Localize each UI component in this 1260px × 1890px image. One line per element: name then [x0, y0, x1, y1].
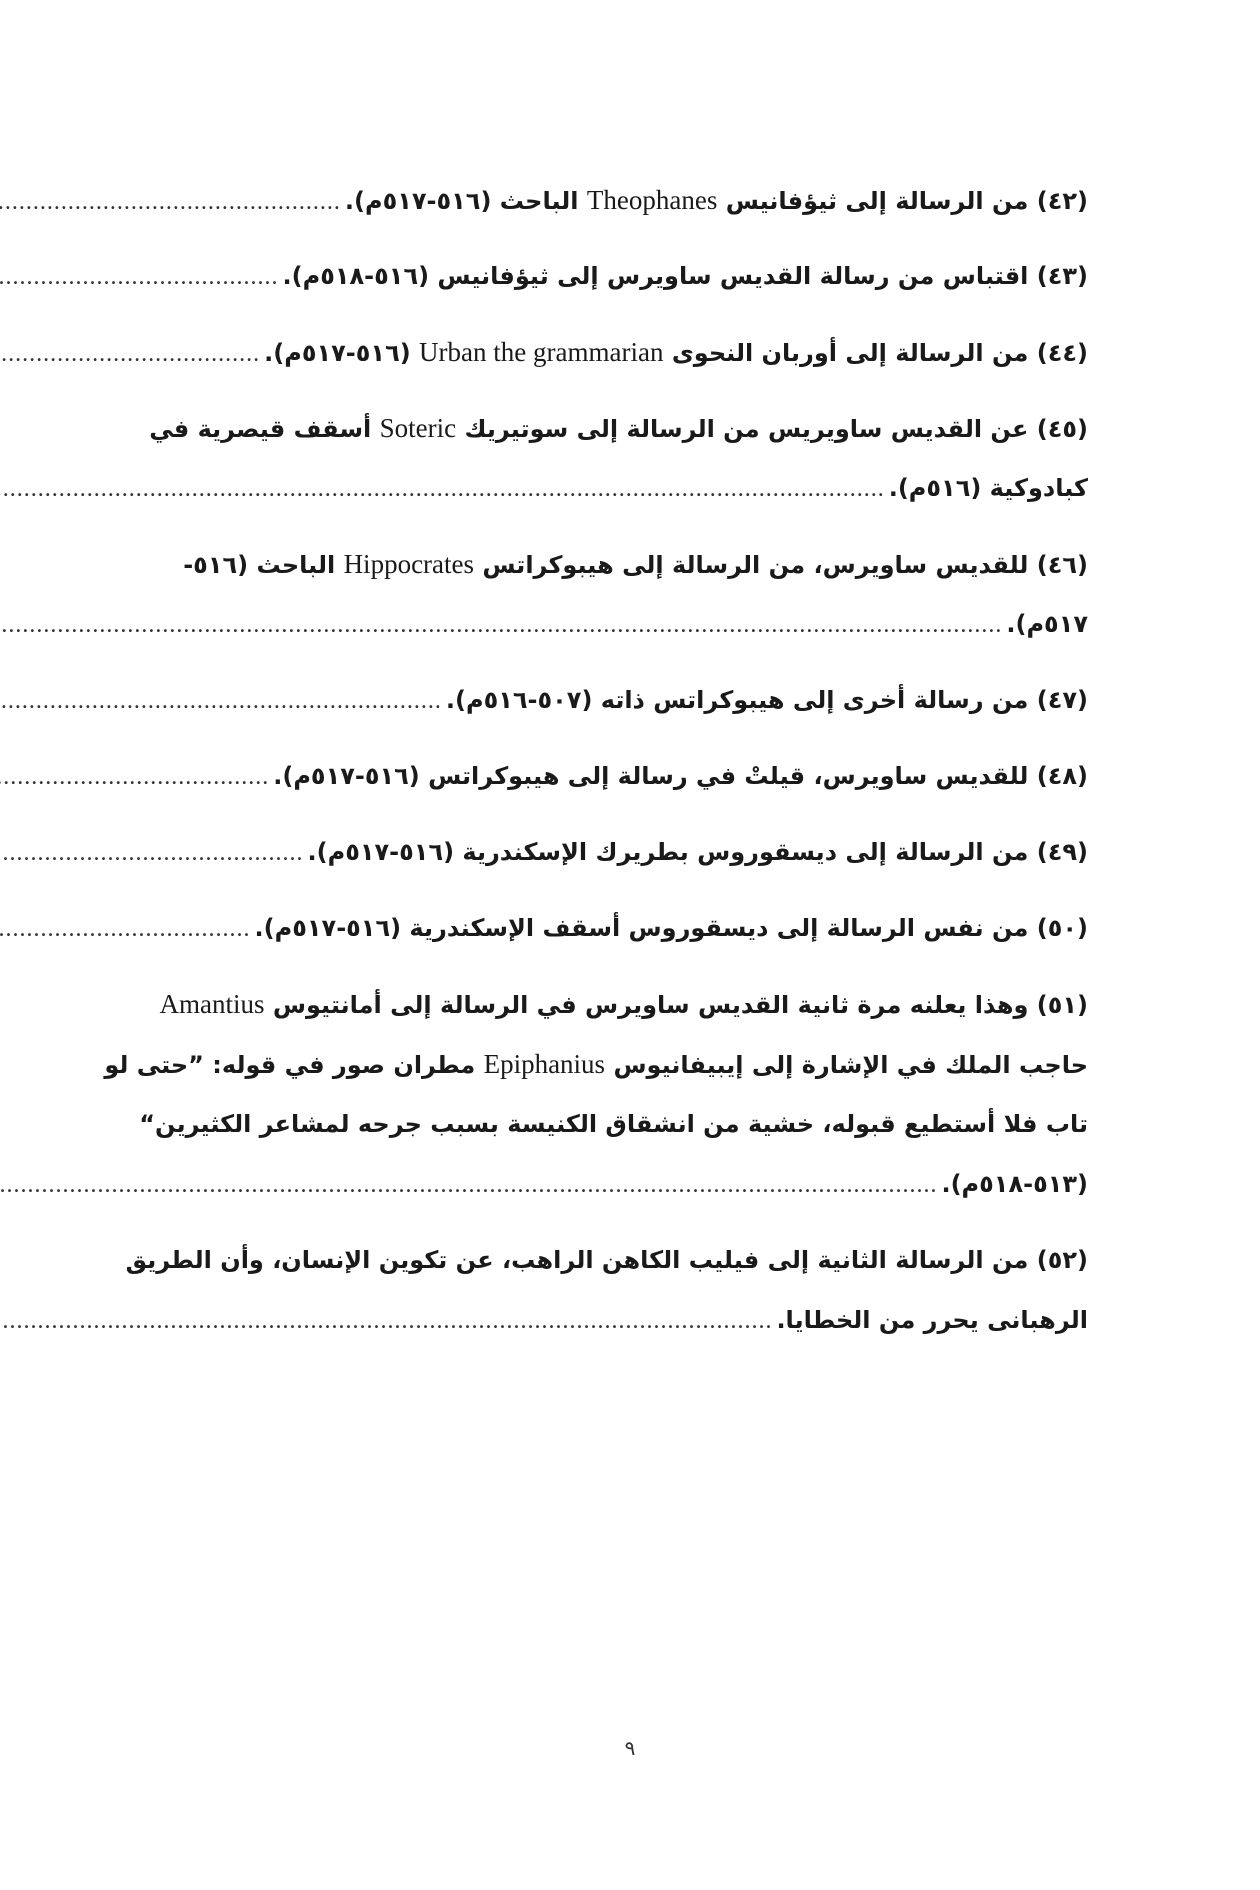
- toc-entry-49: [176, 830, 1088, 874]
- entry-title: من الرسالة إلى أوربان النحوى: [671, 339, 1029, 367]
- entry-number: (٤٥): [1036, 415, 1088, 443]
- entry-title: من الرسالة إلى ثيؤفانيس: [725, 187, 1029, 215]
- entry-latin-name: Amantius: [159, 989, 265, 1019]
- toc-entry-42: [176, 178, 1088, 222]
- leader-dots: [0, 332, 260, 376]
- entry-line: [125, 1238, 1088, 1282]
- entry-title: للقديس ساويرس، قيلتْ في رسالة إلى هيبوكراتس (٥١٦-٥١٧م).: [273, 762, 1029, 790]
- entry-title: اقتباس من رسالة القديس ساويرس إلى ثيؤفانيس (٥١٦-٥١٨م).: [282, 262, 1029, 290]
- entry-latin-name: Theophanes: [586, 185, 718, 215]
- entry-title-cont: الرهبانى يحرر من الخطايا.: [776, 1306, 1088, 1334]
- toc-entry-48: [176, 754, 1088, 798]
- leader-dots: [0, 907, 251, 951]
- entry-line: [176, 678, 1088, 722]
- entry-title: من نفس الرسالة إلى ديسقوروس أسقف الإسكندرية (٥١٦-٥١٧م).: [254, 914, 1029, 942]
- entry-number: (٥٢): [1036, 1246, 1088, 1274]
- entry-title-cont: (٥١٣-٥١٨م).: [941, 1170, 1088, 1198]
- entry-number: (٤٤): [1036, 339, 1088, 367]
- entry-number: (٤٨): [1036, 762, 1088, 790]
- leader-dots: [0, 1299, 772, 1343]
- page-number: ٩: [624, 1736, 636, 1760]
- toc-entry-51: [104, 982, 1088, 1206]
- entry-latin-name: Urban the grammarian: [419, 337, 664, 367]
- toc-entry-45: [149, 406, 1088, 510]
- entry-line: [176, 906, 1088, 950]
- entry-title: وهذا يعلنه مرة ثانية القديس ساويرس في الرسالة إلى أمانتيوس: [272, 991, 1029, 1019]
- entry-number: (٤٢): [1036, 187, 1088, 215]
- leader-dots: [0, 255, 279, 299]
- entry-title-cont: الباحث (٥١٦-: [183, 551, 336, 579]
- entry-title: عن القديس ساويريس من الرسالة إلى سوتيريك: [464, 415, 1029, 443]
- leader-dots: [0, 180, 341, 224]
- toc-entry-52: [125, 1238, 1088, 1342]
- entry-number: (٥١): [1036, 991, 1088, 1019]
- entry-title-cont: تاب فلا أستطيع قبوله، خشية من انشقاق الكنيسة بسبب جرحه لمشاعر الكثيرين“: [139, 1110, 1088, 1138]
- leader-dots: [0, 679, 442, 723]
- leader-dots: [0, 1163, 937, 1207]
- leader-dots: [0, 603, 1002, 647]
- entry-number: (٤٧): [1036, 686, 1088, 714]
- entry-line: [176, 178, 1088, 222]
- entry-latin-name: Soteric: [379, 413, 457, 443]
- entry-number: (٤٩): [1036, 838, 1088, 866]
- entry-line: [139, 1102, 1088, 1146]
- entry-title: من الرسالة الثانية إلى فيليب الكاهن الراهب، عن تكوين الإنسان، وأن الطريق: [125, 1246, 1029, 1274]
- entry-title-cont: الباحث (٥١٦-٥١٧م).: [344, 187, 579, 215]
- entry-line: [176, 330, 1088, 374]
- entry-title: من رسالة أخرى إلى هيبوكراتس ذاته (٥٠٧-٥١٦م).: [445, 686, 1029, 714]
- entry-title-cont: ٥١٧م).: [1006, 610, 1088, 638]
- entry-line: [176, 542, 1088, 586]
- entry-title-cont: كبادوكية (٥١٦م).: [888, 474, 1088, 502]
- toc-entry-46: [176, 542, 1088, 646]
- entry-line: [149, 406, 1088, 450]
- entry-line: [176, 1162, 1088, 1206]
- entry-number: (٤٦): [1036, 551, 1088, 579]
- leader-dots: [0, 467, 885, 511]
- entry-line: [176, 602, 1088, 646]
- entry-number: (٤٣): [1036, 262, 1088, 290]
- entry-line: [176, 830, 1088, 874]
- toc-entry-47: [176, 678, 1088, 722]
- leader-dots: [0, 755, 269, 799]
- entry-line: [176, 254, 1088, 298]
- entry-title: للقديس ساويرس، من الرسالة إلى هيبوكراتس: [482, 551, 1029, 579]
- entry-title-cont: مطران صور في قوله: ”حتى لو: [104, 1051, 476, 1079]
- toc-entry-44: [176, 330, 1088, 374]
- entry-title-cont: (٥١٦-٥١٧م).: [264, 339, 411, 367]
- toc-entry-43: [176, 254, 1088, 298]
- entry-title-cont: حاجب الملك في الإشارة إلى إيبيفانيوس: [613, 1051, 1088, 1079]
- entry-number: (٥٠): [1036, 914, 1088, 942]
- entry-title: من الرسالة إلى ديسقوروس بطريرك الإسكندرية (٥١٦-٥١٧م).: [307, 838, 1029, 866]
- toc-entry-50: [176, 906, 1088, 950]
- table-of-contents: [104, 178, 1088, 1374]
- entry-latin-name: Hippocrates: [343, 549, 475, 579]
- entry-latin-name: Epiphanius: [483, 1049, 606, 1079]
- entry-line: [176, 1298, 1088, 1342]
- entry-line: [159, 982, 1088, 1026]
- entry-title-cont: أسقف قيصرية في: [149, 415, 372, 443]
- leader-dots: [0, 831, 304, 875]
- entry-line: [176, 754, 1088, 798]
- entry-line: [104, 1042, 1088, 1086]
- entry-line: [176, 466, 1088, 510]
